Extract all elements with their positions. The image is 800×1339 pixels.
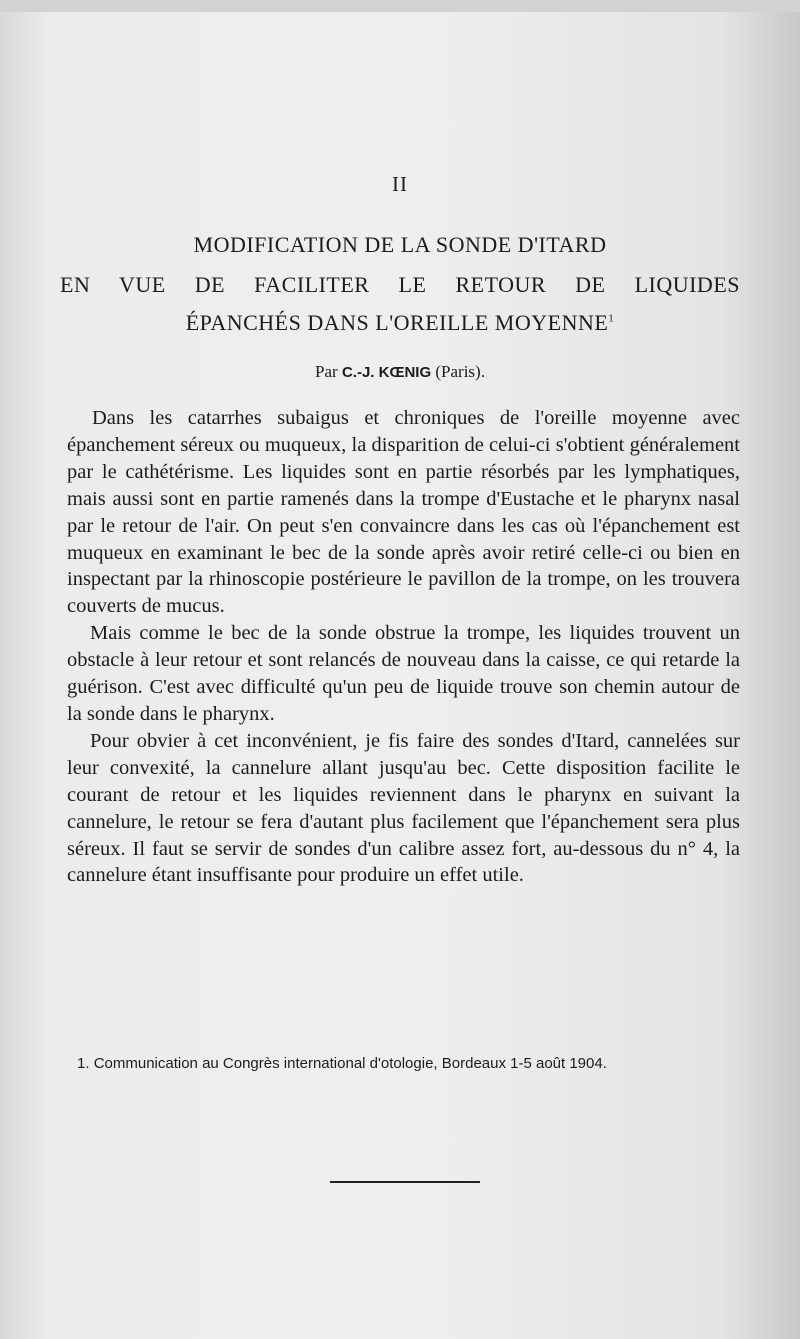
byline-prefix: Par <box>315 362 338 381</box>
title-line-2: EN VUE DE FACILITER LE RETOUR DE LIQUIDES <box>60 272 740 297</box>
footnote-marker: 1 <box>608 312 615 325</box>
byline <box>0 362 800 382</box>
paragraph-1: Dans les catarrhes subaigus et chroniques de l'oreille moyenne avec épanchement séreux ou muqueux, la disparition de celui-ci s'obtient généralement par le cathétérisme. Les liquides sont en partie résorbés par les lymphatiques, mais aussi sont en partie ramenés dans la trompe d'Eustache et le pharynx nasal par le retour de l'air. On peut s'en convaincre dans les cas où l'épanchement est muqueux en examinant le bec de la sonde après avoir retiré celle-ci ou bien en inspectant par la rhinoscopie postérieure le pavillon de la trompe, on les trouvera couverts de mucus. <box>67 407 740 618</box>
paragraph-3: Pour obvier à cet inconvénient, je fis faire des sondes d'Itard, cannelées sur leur convexité, la cannelure allant jusqu'au bec. Cette disposition facilite le courant de retour et les liquides reviennent dans le pharynx en suivant la cannelure, le retour se fera d'autant plus facilement que l'épanchement sera plus séreux. Il faut se servir de sondes d'un calibre assez fort, au-dessous du n° 4, la cannelure étant insuffisante pour produire un effet utile. <box>67 729 740 887</box>
scan-edge <box>0 0 800 12</box>
article-body <box>67 405 740 889</box>
end-rule <box>330 1181 480 1183</box>
author-location: (Paris). <box>435 362 485 381</box>
title-line-3 <box>60 310 740 336</box>
title-line-3-text: ÉPANCHÉS DANS L'OREILLE MOYENNE <box>185 310 609 335</box>
footnote-text: Communication au Congrès international d'otologie, Bordeaux 1-5 août 1904. <box>93 1055 607 1072</box>
section-number: II <box>392 172 408 196</box>
footnote <box>67 1052 740 1076</box>
paragraph-2: Mais comme le bec de la sonde obstrue la trompe, les liquides trouvent un obstacle à leur retour et sont relancés de nouveau dans la caisse, ce qui retarde la guérison. C'est avec difficulté qu'un peu de liquide trouve son chemin autour de la sonde dans le pharynx. <box>67 622 740 725</box>
footnote-number: 1. <box>77 1055 90 1072</box>
title-line-1: MODIFICATION DE LA SONDE D'ITARD <box>193 232 607 257</box>
author-name: C.-J. KŒNIG <box>341 364 432 381</box>
